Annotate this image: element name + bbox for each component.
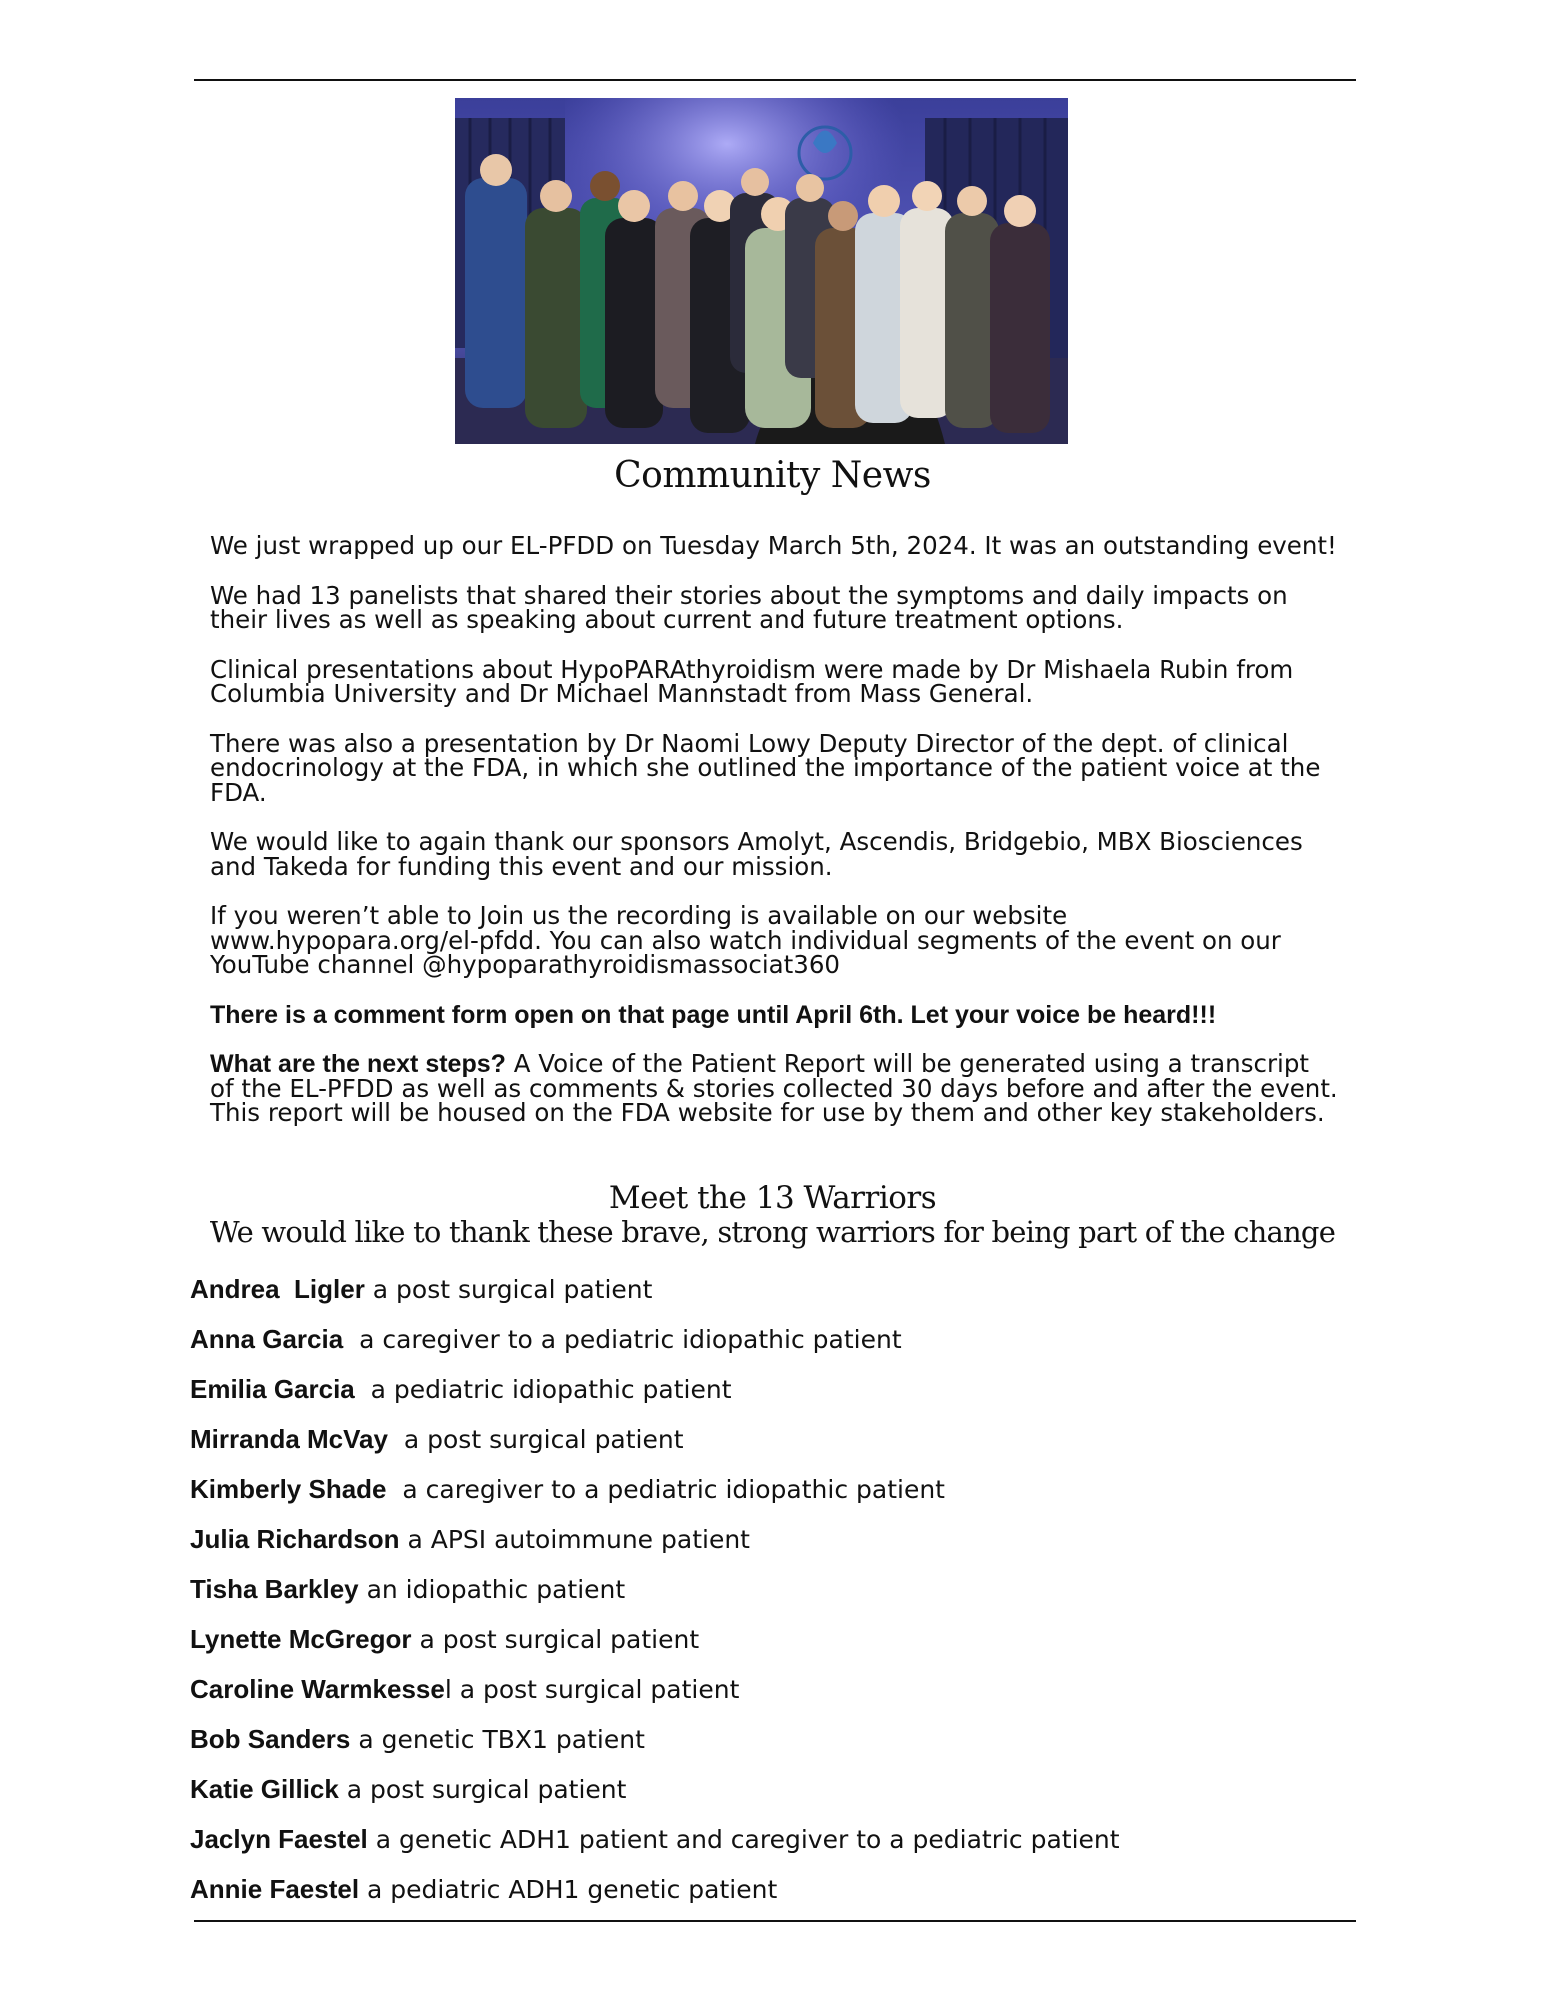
next-steps-paragraph bbox=[210, 1049, 1340, 1127]
community-news-body bbox=[210, 531, 1340, 1151]
warrior-description: a caregiver to a pediatric idiopathic patient bbox=[343, 1325, 902, 1354]
community-news-title: Community News bbox=[614, 455, 931, 496]
next-steps-lead: What are the next steps? bbox=[210, 1050, 506, 1078]
warrior-name: Lynette McGregor bbox=[190, 1624, 412, 1654]
warrior-name: Caroline Warmkesse bbox=[190, 1674, 445, 1704]
warrior-description: an idiopathic patient bbox=[358, 1575, 626, 1604]
warrior-description: a APSI autoimmune patient bbox=[399, 1525, 750, 1554]
next-steps-text: A Voice of the Patient Report will be generated using a transcript of the EL-PFDD as well as comments & stories collected 30 days before and after the event. This report will be housed on the FDA website for use by them and other key stakeholders. bbox=[210, 1049, 1338, 1127]
warrior-name: Bob Sanders bbox=[190, 1724, 351, 1754]
warrior-name: Julia Richardson bbox=[190, 1524, 400, 1554]
warrior-name: Emilia Garcia bbox=[190, 1374, 355, 1404]
news-paragraph: We just wrapped up our EL-PFDD on Tuesday March 5th, 2024. It was an outstanding event! bbox=[210, 531, 1337, 560]
list-item bbox=[190, 1474, 1340, 1524]
list-item bbox=[190, 1674, 1340, 1724]
list-item bbox=[190, 1774, 1340, 1824]
list-item bbox=[190, 1574, 1340, 1624]
list-item bbox=[190, 1874, 1340, 1924]
warrior-description: a post surgical patient bbox=[338, 1775, 627, 1804]
top-divider bbox=[194, 79, 1356, 81]
warrior-name: Jaclyn Faestel bbox=[190, 1824, 368, 1854]
warrior-name: Tisha Barkley bbox=[190, 1574, 359, 1604]
news-paragraph: If you weren’t able to Join us the recording is available on our website www.hypopara.org/el-pfdd. You can also watch individual segments of the event on our YouTube channel @hypoparathyroidismassociat360 bbox=[210, 901, 1281, 979]
warrior-list bbox=[190, 1274, 1340, 1924]
list-item bbox=[190, 1724, 1340, 1774]
warriors-subtitle: We would like to thank these brave, strong warriors for being part of the change bbox=[209, 1215, 1336, 1249]
warrior-description: a genetic ADH1 patient and caregiver to a pediatric patient bbox=[367, 1825, 1120, 1854]
list-item bbox=[190, 1324, 1340, 1374]
news-paragraph: We would like to again thank our sponsors Amolyt, Ascendis, Bridgebio, MBX Biosciences and Takeda for funding this event and our mission. bbox=[210, 827, 1303, 881]
warrior-description: a post surgical patient bbox=[387, 1425, 684, 1454]
warrior-description: a pediatric ADH1 genetic patient bbox=[359, 1875, 778, 1904]
warrior-description: a caregiver to a pediatric idiopathic patient bbox=[386, 1475, 945, 1504]
news-paragraph: There was also a presentation by Dr Naomi Lowy Deputy Director of the dept. of clinical endocrinology at the FDA, in which she outlined the importance of the patient voice at the FDA. bbox=[210, 728, 1321, 807]
list-item bbox=[190, 1824, 1340, 1874]
warrior-name: Annie Faestel bbox=[190, 1874, 360, 1904]
comment-notice: There is a comment form open on that page until April 6th. Let your voice be heard!!! bbox=[210, 1000, 1217, 1029]
warriors-title: Meet the 13 Warriors bbox=[608, 1180, 937, 1216]
list-item bbox=[190, 1624, 1340, 1674]
warrior-name: Katie Gillick bbox=[190, 1774, 339, 1804]
warrior-description: a pediatric idiopathic patient bbox=[354, 1375, 732, 1404]
group-photo bbox=[455, 98, 1068, 444]
list-item bbox=[190, 1424, 1340, 1474]
warrior-description: a post surgical patient bbox=[364, 1275, 653, 1304]
list-item bbox=[190, 1374, 1340, 1424]
list-item bbox=[190, 1524, 1340, 1574]
warrior-description: a post surgical patient bbox=[411, 1625, 700, 1654]
news-paragraph: We had 13 panelists that shared their stories about the symptoms and daily impacts on their lives as well as speaking about current and future treatment options. bbox=[210, 580, 1288, 634]
warrior-name: Andrea Ligler bbox=[190, 1274, 365, 1304]
warrior-name: Anna Garcia bbox=[190, 1324, 344, 1354]
warrior-name: Kimberly Shade bbox=[190, 1474, 387, 1504]
warrior-name: Mirranda McVay bbox=[190, 1424, 388, 1454]
list-item bbox=[190, 1274, 1340, 1324]
news-paragraph: Clinical presentations about HypoPARAthyroidism were made by Dr Mishaela Rubin from Columbia University and Dr Michael Mannstadt from Mass General. bbox=[210, 654, 1294, 708]
bottom-divider bbox=[194, 1920, 1356, 1922]
warrior-description: a genetic TBX1 patient bbox=[350, 1725, 645, 1754]
warrior-description: l a post surgical patient bbox=[444, 1675, 740, 1704]
